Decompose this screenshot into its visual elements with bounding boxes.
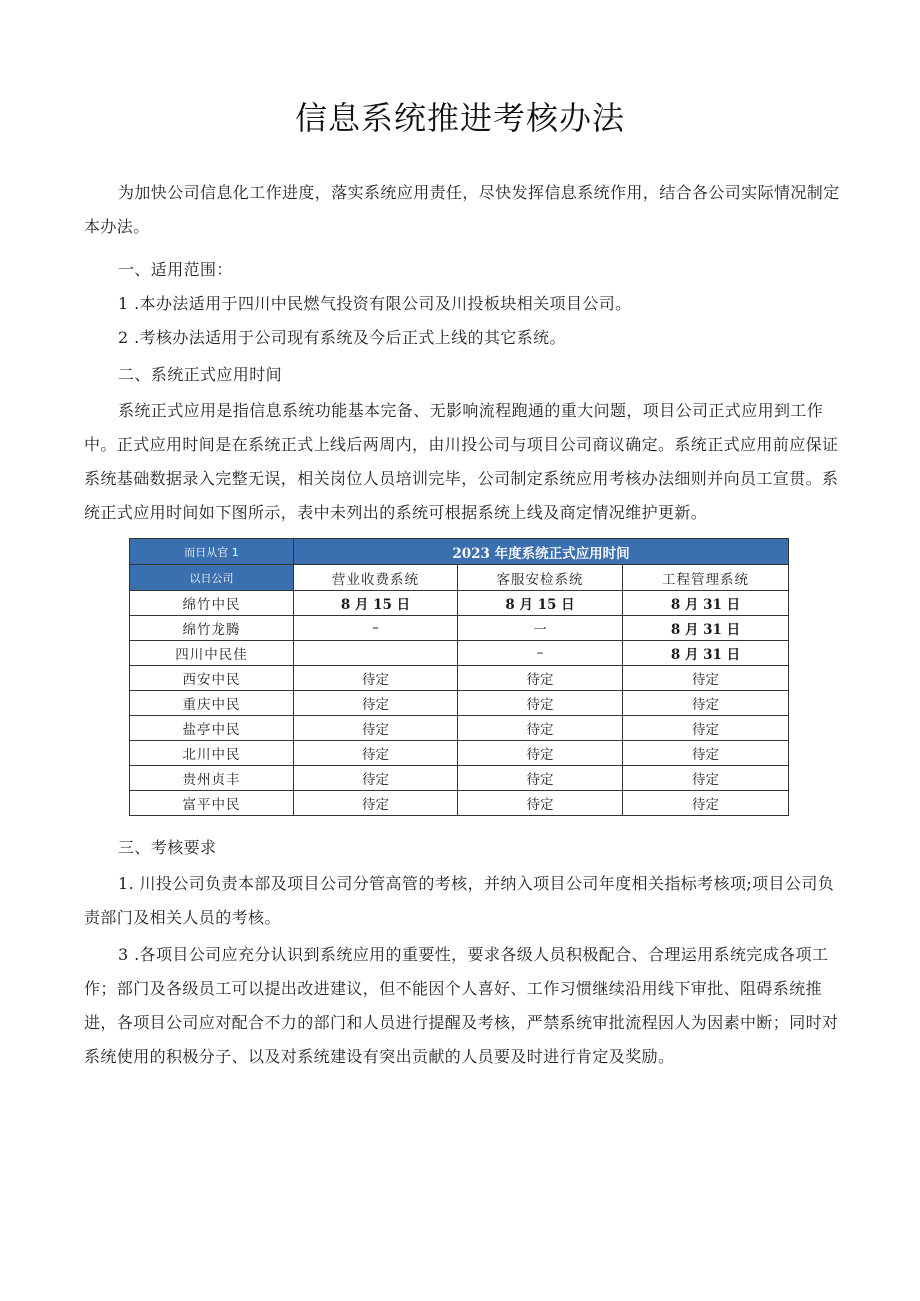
section3-item2: 3 .各项目公司应充分认识到系统应用的重要性，要求各级人员积极配合、合理运用系统完成各项工作；部门及各级员工可以提出改进建议，但不能因个人喜好、工作习惯继续沿用线下审批、阻碍系统推进，各项目公司应对配合不力的部门和人员进行提醒及考核，严禁系统审批流程因人为因素中断；同时对系统使用的积极分子、以及对系统建设有突出贡献的人员要及时进行肯定及奖励。 — [84, 945, 839, 1066]
date-cell: 8 月 31 日 — [623, 641, 789, 666]
date-cell: 待定 — [294, 741, 458, 766]
company-cell: 绵竹龙腾 — [130, 616, 294, 641]
table-row — [130, 666, 789, 691]
schedule-table-container — [129, 538, 788, 816]
date-cell: 待定 — [294, 766, 458, 791]
section2-body: 系统正式应用是指信息系统功能基本完备、无影响流程跑通的重大问题，项目公司正式应用到工作中。正式应用时间是在系统正式上线后两周内，由川投公司与项目公司商议确定。系统正式应用前应保证系统基础数据录入完整无误，相关岗位人员培训完毕，公司制定系统应用考核办法细则并向员工宣贯。系统正式应用时间如下图所示，表中未列出的系统可根据系统上线及商定情况维护更新。 — [84, 401, 839, 522]
date-cell — [294, 641, 458, 666]
table-row — [130, 716, 789, 741]
date-cell: 待定 — [294, 716, 458, 741]
section2-heading: 二、系统正式应用时间 — [118, 365, 283, 384]
table-header-row-2 — [130, 565, 789, 591]
date-cell: 待定 — [458, 741, 623, 766]
company-cell: 西安中民 — [130, 666, 294, 691]
section3-heading: 三、考核要求 — [118, 838, 217, 857]
company-cell: 绵竹中民 — [130, 591, 294, 616]
table-main-header: 2023 年度系统正式应用时间 — [294, 539, 789, 565]
date-cell: 8 月 31 日 — [623, 591, 789, 616]
column-header: 客服安检系统 — [458, 565, 623, 591]
company-cell: 富平中民 — [130, 791, 294, 816]
date-cell: 待定 — [458, 791, 623, 816]
table-row — [130, 741, 789, 766]
column-header: 工程管理系统 — [623, 565, 789, 591]
table-row — [130, 641, 789, 666]
date-cell: 8 月 15 日 — [294, 591, 458, 616]
date-cell: 待定 — [623, 766, 789, 791]
table-corner-bottom: 以日公司 — [130, 565, 294, 591]
table-header-row-1 — [130, 539, 789, 565]
date-cell: – — [458, 641, 623, 666]
date-cell: 待定 — [623, 716, 789, 741]
schedule-table — [129, 538, 789, 816]
date-cell: 待定 — [458, 716, 623, 741]
date-cell: 待定 — [623, 691, 789, 716]
date-cell: 待定 — [458, 666, 623, 691]
date-cell: 一 — [458, 616, 623, 641]
date-cell: 待定 — [294, 791, 458, 816]
date-cell: 待定 — [294, 666, 458, 691]
intro-paragraph: 为加快公司信息化工作进度，落实系统应用责任，尽快发挥信息系统作用，结合各公司实际情况制定本办法。 — [84, 183, 840, 236]
company-cell: 盐亭中民 — [130, 716, 294, 741]
company-cell: 四川中民佳 — [130, 641, 294, 666]
company-cell: 北川中民 — [130, 741, 294, 766]
table-body — [130, 591, 789, 816]
date-cell: 待定 — [294, 691, 458, 716]
date-cell: 8 月 15 日 — [458, 591, 623, 616]
section1-item2: 2 .考核办法适用于公司现有系统及今后正式上线的其它系统。 — [118, 328, 566, 347]
table-row — [130, 791, 789, 816]
company-cell: 重庆中民 — [130, 691, 294, 716]
table-row — [130, 591, 789, 616]
date-cell: 待定 — [458, 766, 623, 791]
company-cell: 贵州贞丰 — [130, 766, 294, 791]
date-cell: 待定 — [623, 666, 789, 691]
table-corner-top: 而日从官 1 — [130, 539, 294, 565]
section1-heading: 一、适用范围： — [118, 260, 233, 279]
column-header: 营业收费系统 — [294, 565, 458, 591]
table-row — [130, 691, 789, 716]
section3-item1: 1. 川投公司负责本部及项目公司分管高管的考核，并纳入项目公司年度相关指标考核项;项目公司负责部门及相关人员的考核。 — [84, 874, 835, 927]
date-cell: 待定 — [623, 791, 789, 816]
date-cell: 待定 — [458, 691, 623, 716]
table-row — [130, 766, 789, 791]
section1-item1: 1 .本办法适用于四川中民燃气投资有限公司及川投板块相关项目公司。 — [118, 294, 632, 313]
date-cell: – — [294, 616, 458, 641]
table-row — [130, 616, 789, 641]
document-title: 信息系统推进考核办法 — [294, 99, 625, 137]
date-cell: 8 月 31 日 — [623, 616, 789, 641]
date-cell: 待定 — [623, 741, 789, 766]
